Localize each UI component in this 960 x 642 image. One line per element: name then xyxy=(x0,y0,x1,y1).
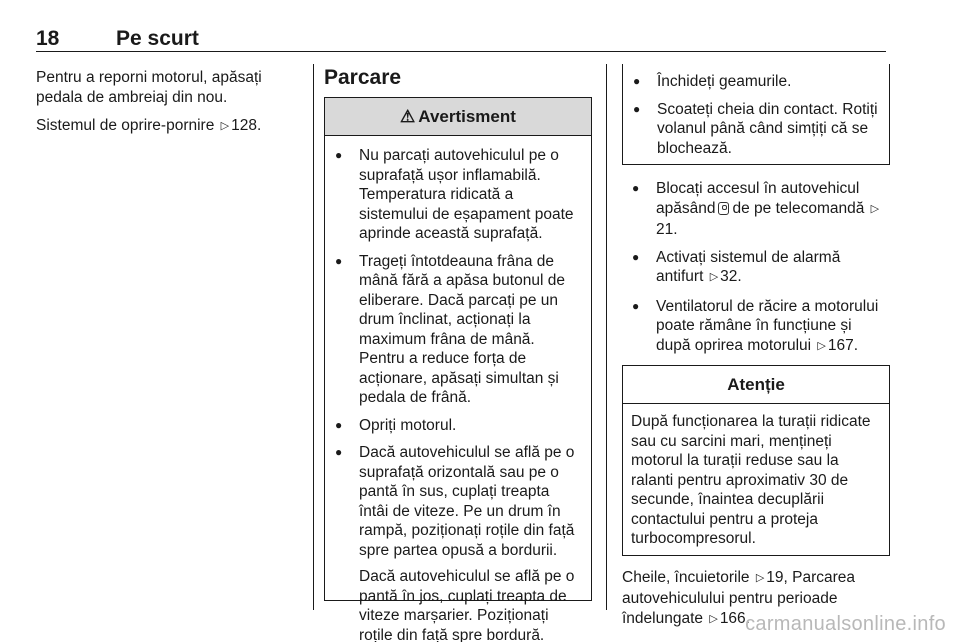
parking-steps-list xyxy=(622,179,890,357)
warning-box xyxy=(324,97,592,642)
warning-title: Avertisment xyxy=(418,106,516,126)
page-ref-link[interactable]: 128. xyxy=(231,117,262,134)
list-item: ● Opriți motorul. xyxy=(333,416,583,436)
attention-box xyxy=(622,365,890,556)
page-header xyxy=(36,28,886,52)
column-1 xyxy=(36,68,298,147)
page-ref-link[interactable]: 167. xyxy=(827,336,859,354)
list-item: ● Dacă autovehiculul se află pe o suprafață orizontală sau pe o pantă în sus, cuplați treapta întâi de viteze. Pe un drum în rampă, poziționați roțile din față spre partea opusă a bordurii. Dacă autovehiculul se află pe o pantă în jos, cuplați treapta de viteze marșarier. Poziționați roțile din față spre bordură. xyxy=(333,443,583,642)
lock-key-icon xyxy=(718,202,729,215)
cross-reference-paragraph: Cheile, încuietorile ▷ 19, Parcarea autovehiculului pentru perioade îndelungate ▷ 166. xyxy=(622,568,890,631)
watermark: carmanualsonline.info xyxy=(745,613,946,635)
attention-header xyxy=(623,366,889,404)
list-item-sub: Dacă autovehiculul se află pe o pantă în jos, cuplați treapta de viteze marșarier. Poziționați roțile din față spre bordură. xyxy=(359,568,575,642)
column-3 xyxy=(622,68,890,639)
attention-body: După funcționarea la turații ridicate sau cu sarcini mari, mențineți motorul la turații reduse sau la ralanti pentru aproximativ 30 de secunde, înaintea decuplării contactului pentru a proteja turbocompresorul. xyxy=(631,413,871,547)
arrow-ref-icon: ▷ xyxy=(870,202,880,215)
page-ref-link[interactable]: 32. xyxy=(720,268,742,285)
column-2 xyxy=(324,66,592,642)
list-item: ● Trageți întotdeauna frâna de mână fără a apăsa butonul de eliberare. Dacă parcați pe un drum înclinat, acționați la maximum frâna de mână. Pentru a reduce forța de acționare, apăsați simultan și pedala de frână. xyxy=(333,252,583,408)
parking-heading: Parcare xyxy=(324,66,402,89)
list-item: ● Nu parcați autovehiculul pe o suprafață ușor inflamabilă. Temperatura ridicată a sistemului de eșapament poate aprinde această suprafață. xyxy=(333,146,583,244)
page-number: 18 xyxy=(36,27,60,50)
warning-body xyxy=(325,136,591,642)
arrow-ref-icon: ▷ xyxy=(709,271,719,283)
column-divider-2 xyxy=(606,64,607,610)
list-item: ● Blocați accesul în autovehicul apăsând de pe telecomandă ▷21. xyxy=(630,179,890,240)
list-item: ● Activați sistemul de alarmă antifurt ▷ 32. xyxy=(630,248,890,289)
section-title: Pe scurt xyxy=(116,27,199,50)
list-item: ● Scoateți cheia din contact. Rotiți volanul până când simțiți că se blochează. xyxy=(631,100,881,159)
column-divider-1 xyxy=(313,64,314,610)
attention-title: Atenție xyxy=(727,374,785,394)
continued-warning-box xyxy=(622,64,890,165)
paragraph-restart: Pentru a reporni motorul, apăsați pedala de ambreiaj din nou. xyxy=(36,69,262,106)
page-ref-link[interactable]: 166. xyxy=(719,609,750,627)
arrow-ref-icon: ▷ xyxy=(755,571,765,584)
arrow-ref-icon: ▷ xyxy=(220,120,230,132)
warning-header xyxy=(325,98,591,136)
paragraph-stop-start: Sistemul de oprire-pornire ▷ 128. xyxy=(36,116,298,138)
arrow-ref-icon: ▷ xyxy=(817,339,826,352)
arrow-ref-icon: ▷ xyxy=(709,612,718,625)
page-ref-link[interactable]: 21. xyxy=(656,221,678,238)
list-item: ● Ventilatorul de răcire a motorului poate rămâne în funcțiune și după oprirea motorului ▷ 167. xyxy=(630,297,890,358)
page-ref-link[interactable]: 19, Parcarea autovehiculului pentru perioade îndelungate xyxy=(622,568,856,627)
warning-triangle-icon: ⚠ xyxy=(400,106,416,126)
list-item: ● Închideți geamurile. xyxy=(631,72,881,92)
